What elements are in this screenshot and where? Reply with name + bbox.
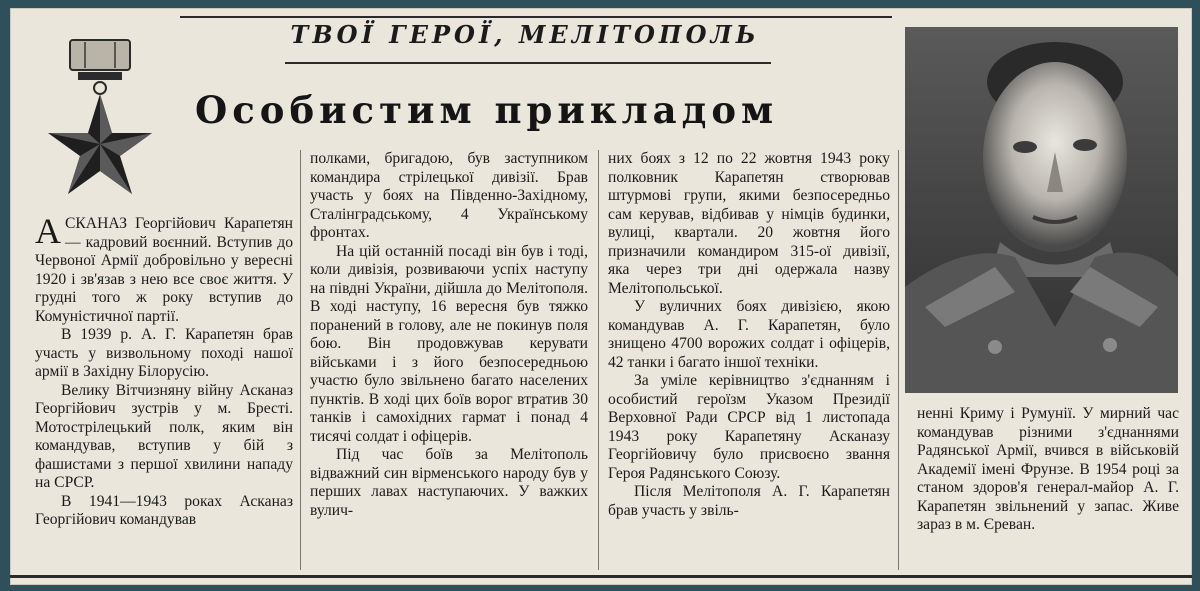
paragraph: У вуличних боях дивізією, якою командував А. Г. Карапетян, було знищено 4700 ворожих солдат і офіцерів, 42 танки і багато іншої техніки. [608, 298, 890, 371]
paragraph: За уміле керівництво з'єднанням і особистий героїзм Указом Президії Верховної Ради СРСР від 1 листопада 1943 року Карапетяну Асканазу Георгійовичу було присвоєно звання Героя Радянського Союзу. [608, 372, 890, 482]
column-divider [598, 150, 599, 570]
column-divider [898, 150, 899, 570]
column-divider [300, 150, 301, 570]
article-column-1 [35, 211, 293, 530]
drop-cap: А [35, 211, 61, 251]
paragraph: Велику Вітчизняну війну Асканаз Георгійович зустрів у м. Бресті. Мотострілецький полк, яким він командував, вступив у бій з фашистами з першої хвилини нападу на СРСР. [35, 381, 293, 491]
paragraph: них боях з 12 по 22 жовтня 1943 року полковник Карапетян створював штурмові групи, якими безпосередньо сам керував, відбивав у німців будинки, вулиці, квартали. 20 жовтня його призначили командиром 315-ої дивізії, яка через три дні одержала назву Мелітопольської. [608, 150, 890, 297]
paragraph: полками, бригадою, був заступником командира стрілецької дивізії. Брав участь у боях на Південно-Західному, Сталінградському, 4 Українському фронтах. [310, 150, 588, 241]
paragraph: В 1941—1943 роках Асканаз Георгійович командував [35, 492, 293, 528]
article-column-2 [310, 150, 588, 520]
paragraph: В 1939 р. А. Г. Карапетян брав участь у визвольному поході нашої армії в Західну Білорусію. [35, 326, 293, 380]
hero-star-medal-icon [30, 38, 160, 198]
bottom-rule [10, 575, 1192, 578]
paragraph: Після Мелітополя А. Г. Карапетян брав участь у звіль- [608, 483, 890, 519]
portrait-illustration [905, 27, 1178, 393]
paragraph: На цій останній посаді він був і тоді, коли дивізія, розвиваючи успіх наступу на півдні України, дійшла до Мелітополя. В ході наступу, 16 вересня був тяжко поранений в голову, але не покинув поля бою. Він продовжував керувати військами і з його безпосередньою участю було звільнено багато населених пунктів. В ході цих боїв ворог втратив 30 танків і самохідних гармат і понад 4 тисячі солдат і офіцерів. [310, 242, 588, 445]
section-masthead: ТВОЇ ГЕРОЇ, МЕЛІТОПОЛЬ [290, 20, 760, 49]
paragraph-text: СКАНАЗ Георгійович Карапетян — кадровий воєнний. Вступив до Червоної Армії добровільно у вересні 1920 і зв'язав з нею все своє життя. У грудні того ж року вступив до Комуністичної партії. [35, 215, 293, 325]
article-headline: Особистим прикладом [195, 88, 779, 132]
paragraph: Під час боїв за Мелітополь відважний син вірменського народу був у перших лавах наступаючих. У важких вулич- [310, 446, 588, 519]
masthead-rule [285, 62, 771, 64]
paragraph: ненні Криму і Румунії. У мирний час командував різними з'єднаннями Радянської Армії, вчився в військовій Академії імені Фрунзе. В 1954 році за станом здоров'я генерал-майор А. Г. Карапетян звільнений у запас. Живе зараз в м. Єреван. [917, 405, 1179, 533]
portrait-photo [905, 27, 1178, 393]
paragraph [35, 211, 293, 326]
article-column-4 [917, 405, 1179, 535]
top-rule [180, 16, 892, 18]
article-column-3 [608, 150, 890, 520]
